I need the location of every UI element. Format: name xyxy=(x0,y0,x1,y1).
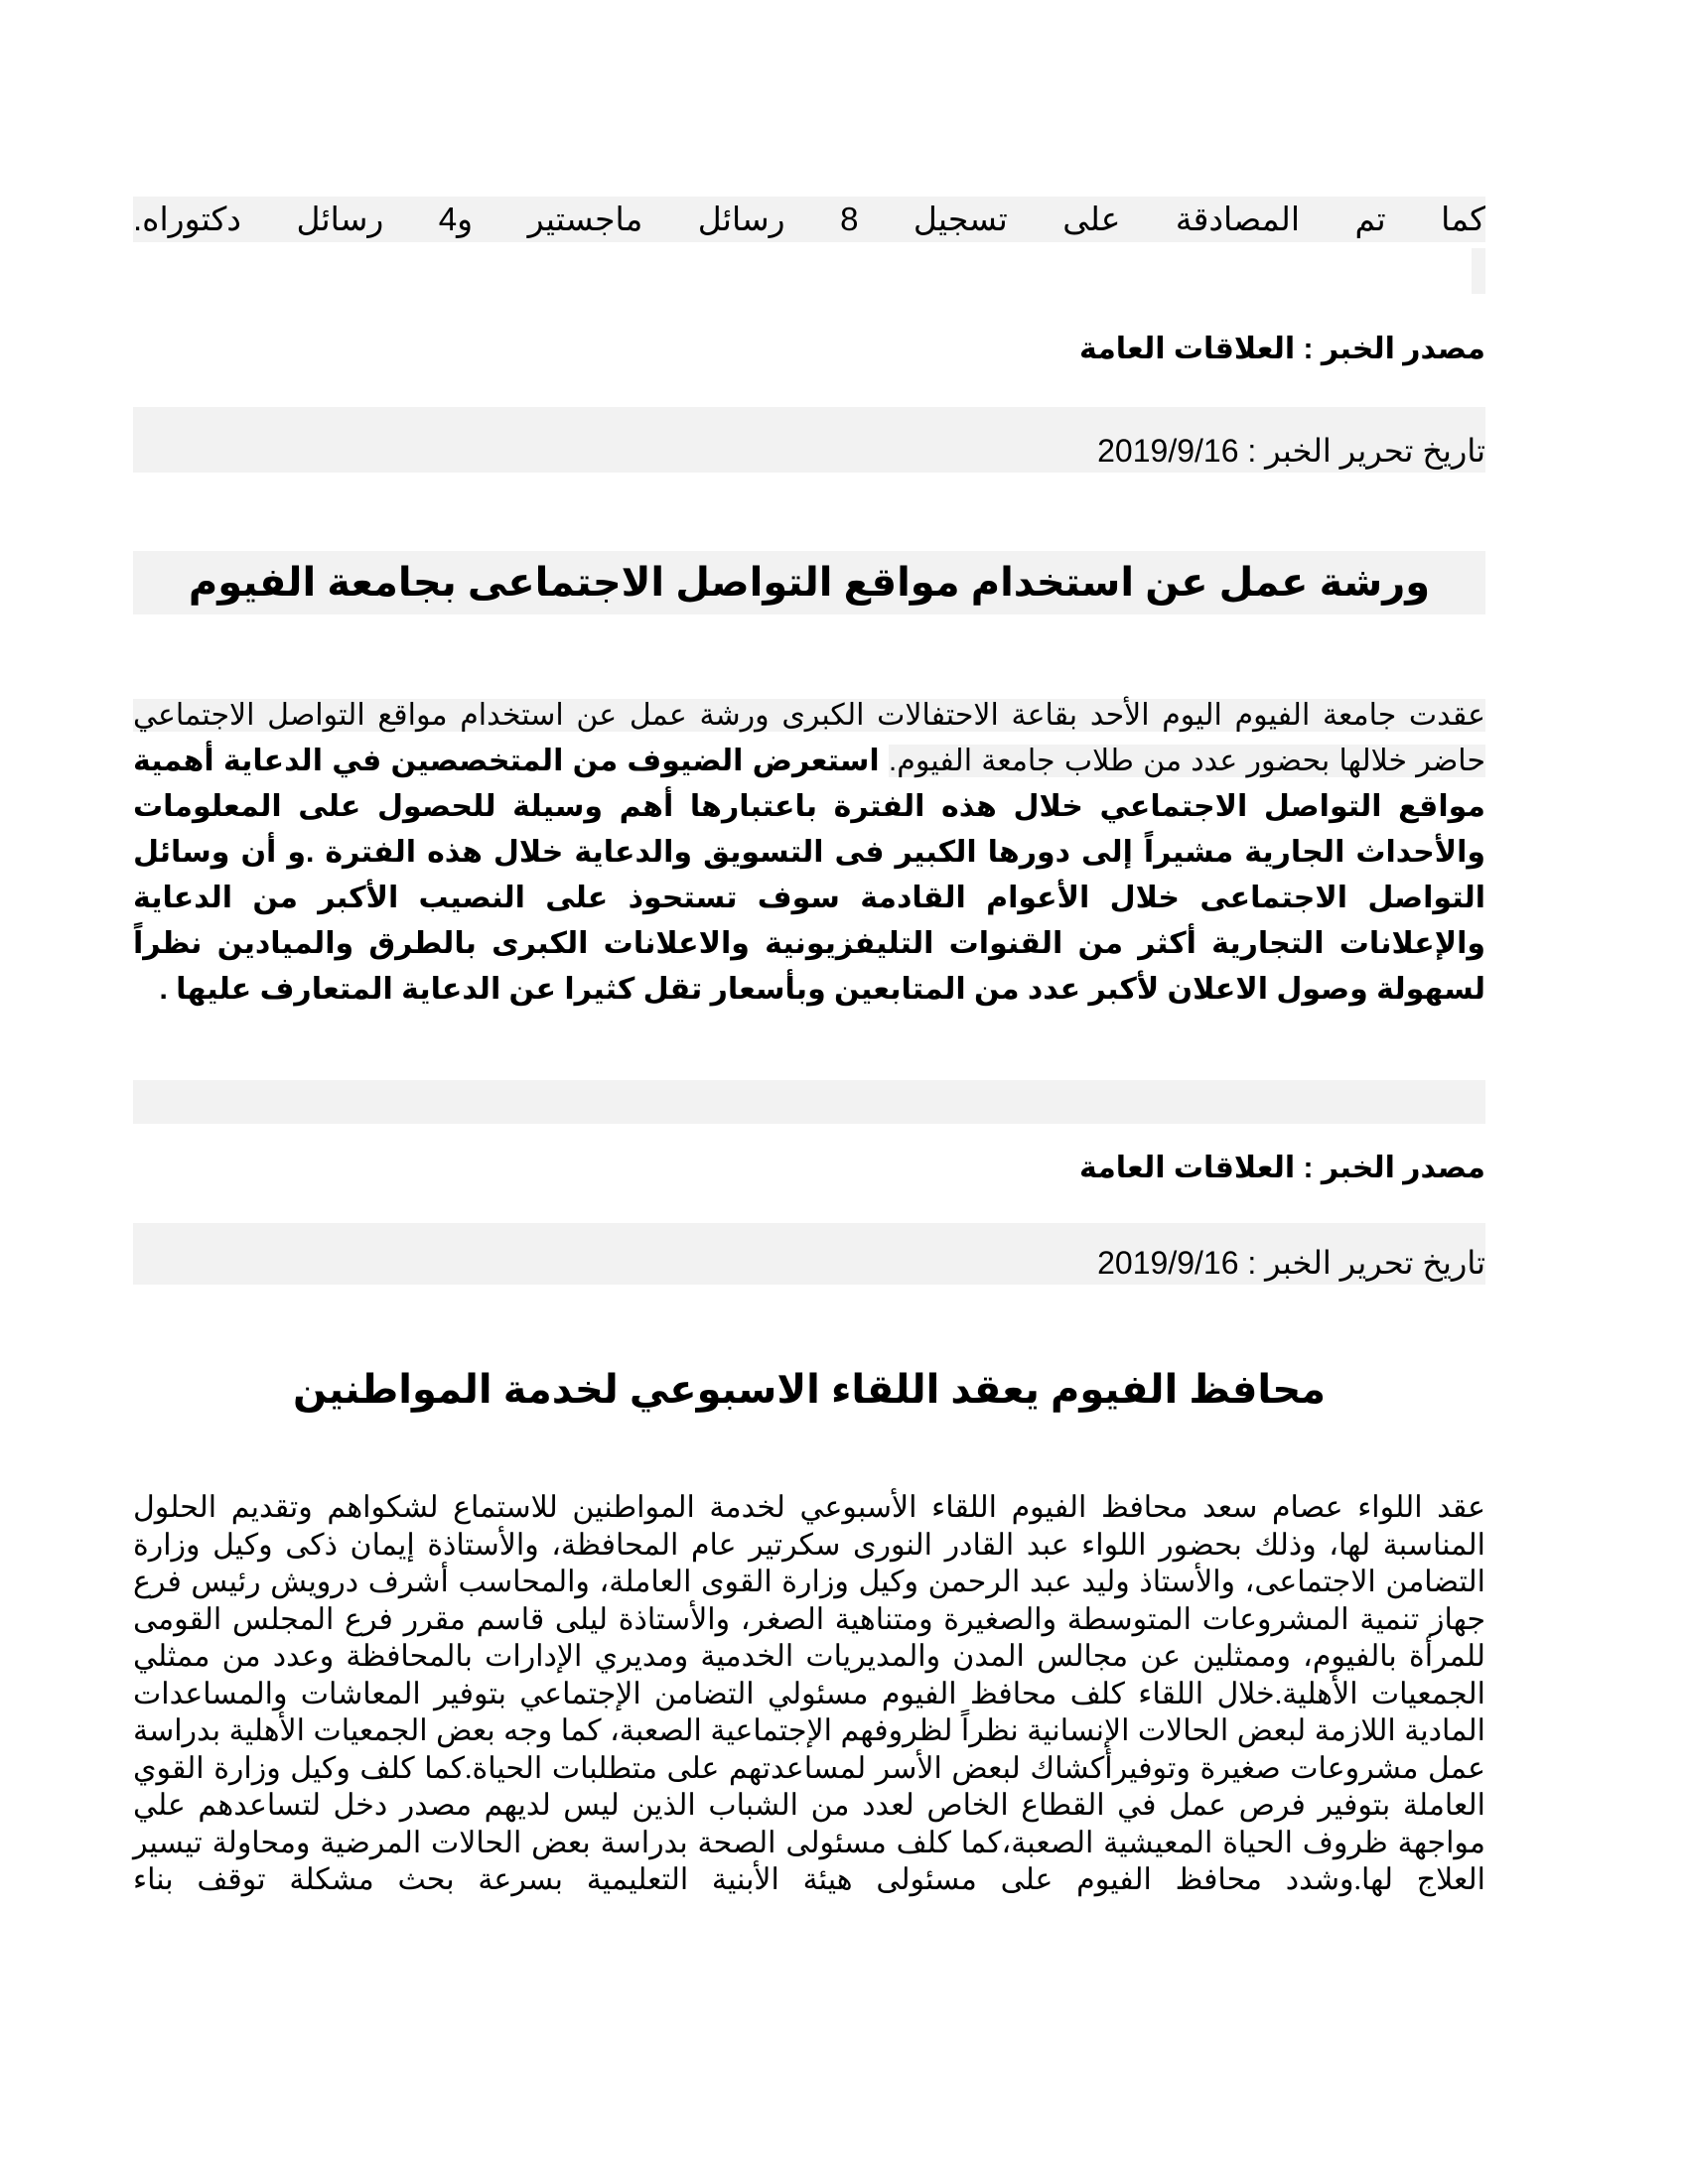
article-body-governor: عقد اللواء عصام سعد محافظ الفيوم اللقاء الأسبوعي لخدمة المواطنين للاستماع لشكواهم وتقديم الحلول المناسبة لها، وذلك بحضور اللواء عبد القادر النورى سكرتير عام المحافظة، والأستاذة إيمان ذكى وكيل وزارة التضامن الاجتماعى، والأستاذ وليد عبد الرحمن وكيل وزارة القوى العاملة، والمحاسب أشرف درويش رئيس فرع جهاز تنمية المشروعات المتوسطة والصغيرة ومتناهية الصغر، والأستاذة ليلى قاسم مقرر فرع المجلس القومى للمرأة بالفيوم، وممثلين عن مجالس المدن والمديريات الخدمية ومديري الإدارات بالمحافظة وعدد من ممثلي الجمعيات الأهلية.خلال اللقاء كلف محافظ الفيوم مسئولي التضامن الإجتماعي بتوفير المعاشات والمساعدات المادية اللازمة لبعض الحالات الإنسانية نظراً لظروفهم الإجتماعية الصعبة، كما وجه بعض الجمعيات الأهلية بدراسة عمل مشروعات صغيرة وتوفيرأكشاك لبعض الأسر لمساعدتهم على متطلبات الحياة.كما كلف وكيل وزارة القوي العاملة بتوفير فرص عمل في القطاع الخاص لعدد من الشباب الذين ليس لديهم مصدر دخل لتساعدهم علي مواجهة ظروف الحياة المعيشية الصعبة،كما كلف مسئولى الصحة بدراسة بعض الحالات المرضية ومحاولة تيسير العلاج لها.وشدد محافظ الفيوم على مسئولى هيئة الأبنية التعليمية بسرعة بحث مشكلة توقف بناء xyxy=(133,1491,1485,1896)
intro-word: دكتوراه. xyxy=(133,201,241,237)
intro-word: 8 xyxy=(840,201,859,237)
article-body-workshop xyxy=(133,693,1485,1013)
intro-word: على xyxy=(1062,201,1121,237)
intro-paragraph xyxy=(133,197,1485,242)
intro-word: و4 xyxy=(438,201,474,237)
intro-word: رسائل xyxy=(296,201,384,237)
news-source-1: مصدر الخبر : العلاقات العامة xyxy=(1079,333,1485,365)
article-body-lead: عقدت جامعة الفيوم اليوم الأحد بقاعة الاحتفالات الكبرى ورشة عمل عن استخدام مواقع التواصل الاجتماعي حاضر خلالها بحضور عدد من طلاب جامعة الفيوم. xyxy=(133,699,1485,777)
news-source-2: مصدر الخبر : العلاقات العامة xyxy=(1079,1152,1485,1184)
blank-shaded-band xyxy=(133,1080,1485,1124)
shaded-line-fragment xyxy=(1472,248,1485,294)
article-title-workshop: ورشة عمل عن استخدام مواقع التواصل الاجتماعى بجامعة الفيوم xyxy=(133,551,1485,614)
news-date-1: تاريخ تحرير الخبر : 2019/9/16 xyxy=(1097,433,1485,469)
intro-word: ماجستير xyxy=(527,201,643,237)
intro-word: كما xyxy=(1441,201,1485,237)
news-date-2: تاريخ تحرير الخبر : 2019/9/16 xyxy=(1097,1245,1485,1281)
article-title-governor: محافظ الفيوم يعقد اللقاء الاسبوعي لخدمة المواطنين xyxy=(292,1368,1327,1412)
intro-words xyxy=(133,197,1485,242)
intro-word: رسائل xyxy=(697,201,785,237)
intro-word: المصادقة xyxy=(1175,201,1301,237)
article-body-main: استعرض الضيوف من المتخصصين في الدعاية أهمية مواقع التواصل الاجتماعي خلال هذه الفترة باعتبارها أهم وسيلة للحصول على المعلومات والأحداث الجارية مشيراً إلى دورها الكبير فى التسويق والدعاية خلال هذه الفترة .و أن وسائل التواصل الاجتماعى خلال الأعوام القادمة سوف تستحوذ على النصيب الأكبر من الدعاية والإعلانات التجارية أكثر من القنوات التليفزيونية والاعلانات الكبرى بالطرق والميادين نظراً لسهولة وصول الاعلان لأكبر عدد من المتابعين وبأسعار تقل كثيرا عن الدعاية المتعارف عليها . xyxy=(133,745,1485,1006)
intro-word: تسجيل xyxy=(913,201,1008,237)
intro-word: تم xyxy=(1354,201,1386,237)
